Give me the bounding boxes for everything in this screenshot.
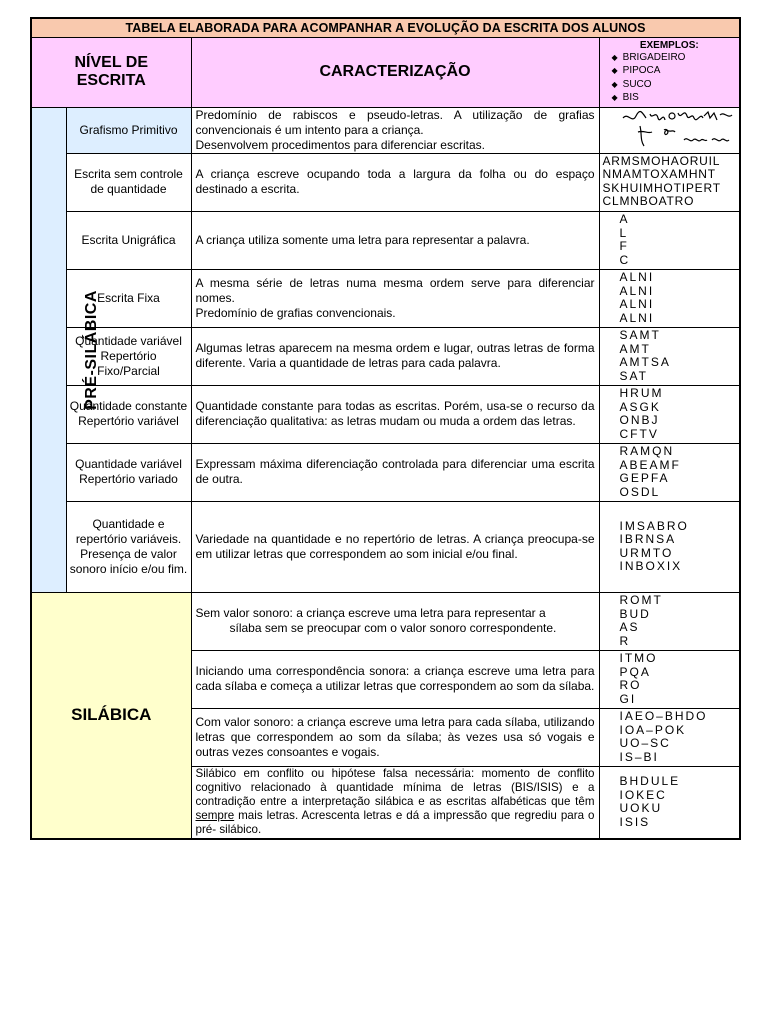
description-text: mais letras. Acrescenta letras e dá a impressão que regrediu para o pré- silábico.: [195, 809, 595, 837]
group-pre-silabica-label: PRÉ-SILÁBICA: [82, 289, 100, 410]
description-text: Sem valor sonoro: a criança escreve uma letra para representar a: [195, 606, 546, 620]
description-cell: Iniciando uma correspondência sonora: a criança escreve uma letra para cada sílaba e começa a utilizar letras que correspondem ao som da sílaba.: [191, 650, 599, 708]
table-row: [31, 501, 740, 592]
example-cell: ROMT BUD AS R: [599, 592, 740, 650]
level-cell: Quantidade constante Repertório variável: [66, 385, 191, 443]
table-row: [31, 592, 740, 650]
description-text: A mesma série de letras numa mesma ordem serve para diferenciar nomes. Predomínio de grafias convencionais.: [195, 275, 595, 320]
example-cell: ITMO PQA RO GI: [599, 650, 740, 708]
description-text-indented: sílaba sem se preocupar com o valor sonoro correspondente.: [229, 621, 557, 635]
example-cell: SAMT AMT AMTSA SAT: [599, 327, 740, 385]
example-cell: IAEO–BHDO IOA–POK UO–SC IS–BI: [599, 708, 740, 766]
example-word: ◆ SUCO: [612, 78, 736, 92]
evolution-table-sheet: [30, 17, 739, 840]
example-word: ◆ PIPOCA: [612, 64, 736, 78]
description-cell: [191, 107, 599, 153]
level-cell: Quantidade e repertório variáveis. Presença de valor sonoro início e/ou fim.: [66, 501, 191, 592]
level-cell: Escrita Unigráfica: [66, 211, 191, 269]
description-cell: A criança utiliza somente uma letra para representar a palavra.: [191, 211, 599, 269]
example-cell: [599, 107, 740, 153]
level-cell: Escrita sem controle de quantidade: [66, 153, 191, 211]
description-cell: [191, 766, 599, 839]
example-word: ◆ BRIGADEIRO: [612, 51, 736, 65]
level-cell: Escrita Fixa: [66, 269, 191, 327]
description-cell: Expressam máxima diferenciação controlada para diferenciar uma escrita de outra.: [191, 443, 599, 501]
characterization-header: CARACTERIZAÇÃO: [191, 37, 599, 107]
table-row: [31, 153, 740, 211]
scribble-drawing-icon: [620, 110, 738, 150]
description-cell: [191, 269, 599, 327]
example-cell: ARMSMOHAORUIL NMAMTOXAMHNT SKHUIMHOTIPERT CLMNBOATRO: [599, 153, 740, 211]
example-cell: HRUM ASGK ONBJ CFTV: [599, 385, 740, 443]
description-cell: A criança escreve ocupando toda a largura da folha ou do espaço destinado a escrita.: [191, 153, 599, 211]
level-cell: Quantidade variável Repertório variado: [66, 443, 191, 501]
level-header: [31, 37, 191, 107]
level-header-line2: ESCRITA: [76, 72, 146, 89]
description-text: Predomínio de rabiscos e pseudo-letras. A utilização de grafias convencionais é um intento para a criança. Desenvolvem procedimentos para diferenciar escritas.: [195, 107, 595, 152]
table-row: [31, 107, 740, 153]
table-row: [31, 269, 740, 327]
group-silabica: SILÁBICA: [31, 592, 191, 839]
example-cell: ALNI ALNI ALNI ALNI: [599, 269, 740, 327]
description-cell: Algumas letras aparecem na mesma ordem e lugar, outras letras de forma diferente. Varia a quantidade de letras para cada palavra.: [191, 327, 599, 385]
description-cell: Variedade na quantidade e no repertório de letras. A criança preocupa-se em utilizar letras que correspondem ao som inicial e/ou final.: [191, 501, 599, 592]
example-cell: RAMQN ABEAMF GEPFA OSDL: [599, 443, 740, 501]
description-text: Silábico em conflito ou hipótese falsa necessária: momento de conflito cognitivo relacionado à quantidade mínima de letras (BIS/ISIS) e a contradição entre a interpretação silábica e as escritas alfabéticas que têm: [195, 767, 595, 809]
examples-label: EXEMPLOS:: [639, 39, 699, 51]
description-cell: Com valor sonoro: a criança escreve uma letra para cada sílaba, utilizando letras que correspondem ao som da sílaba; às vezes usa só vogais e outras vezes consoantes e vogais.: [191, 708, 599, 766]
table-title: TABELA ELABORADA PARA ACOMPANHAR A EVOLUÇÃO DA ESCRITA DOS ALUNOS: [31, 18, 740, 37]
table-row: [31, 443, 740, 501]
group-pre-silabica: [31, 107, 100, 592]
underlined-word: sempre: [195, 809, 235, 823]
table-row: [31, 211, 740, 269]
example-words-list: [604, 51, 736, 105]
level-cell: Quantidade variável Repertório Fixo/Parcial: [66, 327, 191, 385]
example-word: ◆ BIS: [612, 91, 736, 105]
writing-evolution-table: [30, 17, 741, 840]
example-cell: IMSABRO IBRNSA URMTO INBOXIX: [599, 501, 740, 592]
level-cell: Grafismo Primitivo: [66, 107, 191, 153]
table-row: [31, 327, 740, 385]
description-cell: Quantidade constante para todas as escritas. Porém, usa-se o recurso da diferenciação qualitativa: as letras mudam ou muda a ordem das letras.: [191, 385, 599, 443]
examples-header: [599, 37, 740, 107]
level-header-line1: NÍVEL DE: [74, 54, 148, 71]
description-cell: [191, 592, 599, 650]
example-cell: A L F C: [599, 211, 740, 269]
example-cell: BHDULE IOKEC UOKU ISIS: [599, 766, 740, 839]
table-row: [31, 385, 740, 443]
